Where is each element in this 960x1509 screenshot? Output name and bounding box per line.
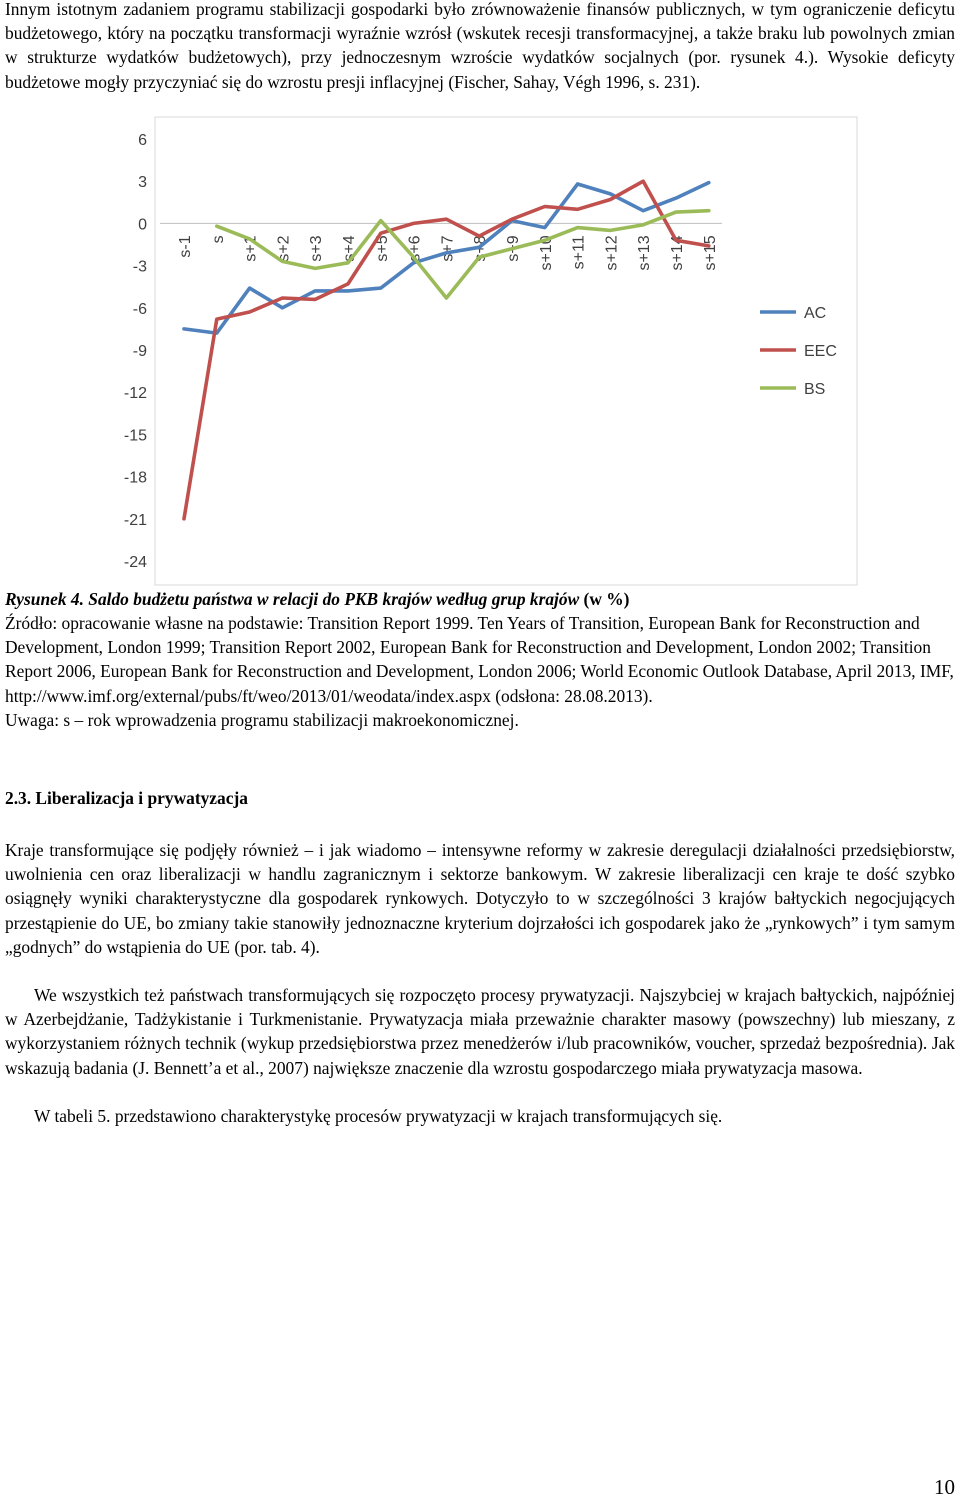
y-tick-label: -12 xyxy=(123,385,147,403)
figure-caption xyxy=(5,587,955,611)
x-tick-label: s+3 xyxy=(308,235,326,262)
section-paragraph-3: W tabeli 5. przedstawiono charakterystykę procesów prywatyzacji w krajach transformujących się. xyxy=(34,1106,723,1126)
x-tick-label: s+13 xyxy=(636,235,654,271)
y-tick-label: 6 xyxy=(138,132,147,149)
x-tick-label: s+4 xyxy=(341,235,358,262)
y-tick-label: 0 xyxy=(138,216,147,234)
figure-source-text: Źródło: opracowanie własne na podstawie: Transition Report 1999. Ten Years of Transition, European Bank for Reconstruction and Development, London 1999; Transition Report 2002, European Bank for Reconstruction and Development, London 2002; Transition Report 2006, European Bank for Reconstruction and Development, London 2006; World Economic Outlook Database, April 2013, IMF, http://www.imf.org/external/pubs/ft/weo/2013/01/weodata/index.aspx (odsłona: 28.08.2013). xyxy=(5,613,954,706)
intro-paragraph: Innym istotnym zadaniem programu stabilizacji gospodarki było zrównoważenie finansów publicznych, w tym ograniczenie deficytu budżetowego, który na początku transformacji wyraźnie wzrósł (wskutek recesji transformacyjnej, a także braku lub powolnych zmian w strukturze wydatków budżetowych), przy jednoczesnym wzroście wydatków socjalnych (por. rysunek 4.). Wysokie deficyty budżetowe mogły przyczyniać się do wzrostu presji inflacyjnej (Fischer, Sahay, Végh 1996, s. 231). xyxy=(5,0,955,92)
chart-frame xyxy=(155,117,857,585)
legend-label-eec: EEC xyxy=(804,343,837,360)
x-tick-label: s+11 xyxy=(570,235,588,270)
figure-unit: (w %) xyxy=(583,589,630,609)
x-tick-label: s+14 xyxy=(669,235,686,271)
y-tick-label: 3 xyxy=(138,174,147,192)
x-tick-label: s+6 xyxy=(406,235,424,262)
section-paragraph-2: We wszystkich też państwach transformujących się rozpoczęto procesy prywatyzacji. Najszybciej w krajach bałtyckich, najpóźniej w Azerbejdżanie, Tadżykistanie i Turkmenistanie. Prywatyzacja miała przeważnie charakter masowy (powszechny) lub mieszany, z wykorzystaniem różnych technik (wykup przedsiębiorstwa przez menedżerów i/lub pracowników, voucher, sprzedaż bezpośrednia). Jak wskazują badania (J. Bennett’a et al., 2007) największe znaczenie dla wzrostu gospodarczego miała prywatyzacja masowa. xyxy=(5,985,955,1078)
x-tick-label: s+10 xyxy=(537,235,555,271)
x-tick-label: s+5 xyxy=(373,235,391,262)
x-tick-label: s+15 xyxy=(701,235,719,271)
page-number: 10 xyxy=(934,1475,955,1499)
x-tick-label: s+1 xyxy=(242,235,260,262)
budget-balance-chart xyxy=(0,0,960,590)
y-tick-label: -24 xyxy=(123,554,147,571)
y-tick-label: -9 xyxy=(132,343,147,360)
x-tick-label: s+8 xyxy=(472,235,490,262)
figure-source xyxy=(5,611,955,732)
y-tick-label: -3 xyxy=(132,258,147,276)
y-tick-label: -18 xyxy=(123,469,147,487)
x-tick-label: s+2 xyxy=(275,235,293,262)
x-tick-label: s+12 xyxy=(603,235,621,271)
x-tick-label: s-1 xyxy=(177,235,194,258)
legend-label-ac: AC xyxy=(804,305,827,322)
x-tick-label: s xyxy=(209,235,227,244)
y-tick-label: -21 xyxy=(123,511,147,529)
legend-label-bs: BS xyxy=(804,381,826,398)
figure-note: Uwaga: s – rok wprowadzenia programu stabilizacji makroekonomicznej. xyxy=(5,709,519,730)
y-tick-label: -6 xyxy=(132,300,147,318)
y-tick-label: -15 xyxy=(123,427,147,445)
x-tick-label: s+7 xyxy=(439,235,457,262)
section-heading: 2.3. Liberalizacja i prywatyzacja xyxy=(5,788,248,808)
x-tick-label: s+9 xyxy=(505,235,522,262)
figure-label: Rysunek 4. Saldo budżetu państwa w relacji do PKB krajów według grup krajów xyxy=(5,589,580,609)
section-paragraph-1: Kraje transformujące się podjęły również – i jak wiadomo – intensywne reformy w zakresie deregulacji działalności przedsiębiorstw, uwolnienia cen oraz liberalizacji w handlu zagranicznym i sektorze bankowym. W zakresie liberalizacji cen kraje te dość szybko osiągnęły wyniki charakterystyczne dla gospodarek rynkowych. Dotyczyło to w szczególności 3 krajów bałtyckich negocjujących przestąpienie do UE, bo zmiany takie stanowiły jednoznaczne kryterium dojrzałości ich gospodarek jako że „rynkowych” i tym samym „godnych” do wstąpienia do UE (por. tab. 4). xyxy=(5,840,955,957)
